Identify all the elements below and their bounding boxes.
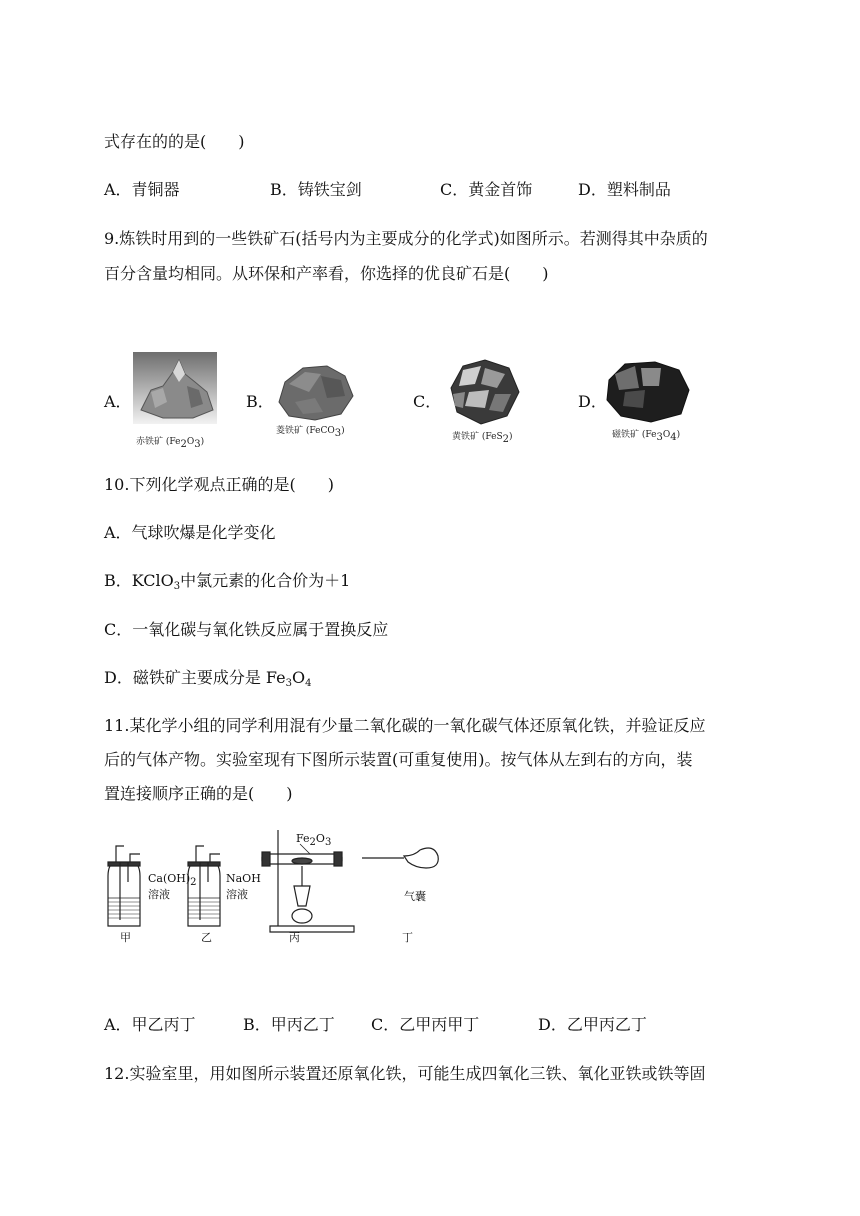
q10-option-c: C．一氧化碳与氧化铁反应属于置换反应 [104,620,389,639]
yi-reagent-label: NaOH [226,872,261,885]
jia-solution-label: 溶液 [148,888,170,901]
label-yi: 乙 [201,931,212,944]
magnetite-label: 磁铁矿 $(Fe_3O_4)$ [612,430,681,443]
q9-option-c-letter: C． [413,392,442,411]
yi-solution-label: 溶液 [226,888,248,901]
q10-option-d: D．磁铁矿主要成分是 $Fe_3O_4$ [104,668,312,689]
siderite-label: 菱铁矿 (FeCO$_3$) [276,426,345,439]
q11-stem-line1: 11.某化学小组的同学利用混有少量二氧化碳的一氧化碳气体还原氧化铁，并验证反应 [104,716,706,735]
q10-option-b: B．KClO$_3$中氯元素的化合价为＋1 [104,571,351,592]
jia-reagent-label: $Ca(OH)_2$ [148,872,197,888]
q11-option-b: B．甲丙乙丁 [243,1015,335,1034]
q9-option-a-letter: A． [104,392,132,411]
q10-option-a: A．气球吹爆是化学变化 [104,523,276,542]
hematite-label: 赤铁矿 $(Fe_2O_3)$ [136,437,205,450]
q9-stem-line2: 百分含量均相同。从环保和产率看，你选择的优良矿石是( ) [104,264,549,283]
bing-reagent-label: $Fe_2O_3$ [296,832,332,848]
q8-option-d: D．塑料制品 [578,180,671,199]
q11-stem-line2: 后的气体产物。实验室现有下图所示装置(可重复使用)。按气体从左到右的方向，装 [104,750,693,769]
tube-furnace-bing [262,830,354,932]
gas-bag-ding [362,848,438,868]
magnetite-image [605,360,691,424]
q9-stem-line1: 9.炼铁时用到的一些铁矿石(括号内为主要成分的化学式)如图所示。若测得其中杂质的 [104,229,708,248]
q8-stem: 式存在的的是( ) [104,132,245,151]
ding-item-label: 气囊 [404,890,426,903]
q8-option-b: B．铸铁宝剑 [270,180,362,199]
label-jia: 甲 [120,931,131,944]
q11-option-c: C．乙甲丙甲丁 [371,1015,480,1034]
q11-option-d: D．乙甲丙乙丁 [538,1015,647,1034]
pyrite-image [445,358,523,426]
label-ding: 丁 [402,931,413,944]
q9-option-b-letter: B． [246,392,274,411]
q11-stem-line3: 置连接顺序正确的是( ) [104,784,293,803]
siderite-image [275,362,355,422]
pyrite-label: 黄铁矿 (FeS$_2$) [452,432,513,445]
q9-option-d-letter: D． [578,392,607,411]
q8-option-a: A．青铜器 [104,180,180,199]
hematite-image [133,352,217,424]
q12-stem-line1: 12.实验室里，用如图所示装置还原氧化铁，可能生成四氧化三铁、氧化亚铁或铁等固 [104,1064,706,1083]
bottle-jia [108,846,140,926]
q11-option-a: A．甲乙丙丁 [104,1015,196,1034]
label-bing: 丙 [289,931,300,944]
q8-option-c: C．黄金首饰 [440,180,533,199]
q10-stem: 10.下列化学观点正确的是( ) [104,475,334,494]
